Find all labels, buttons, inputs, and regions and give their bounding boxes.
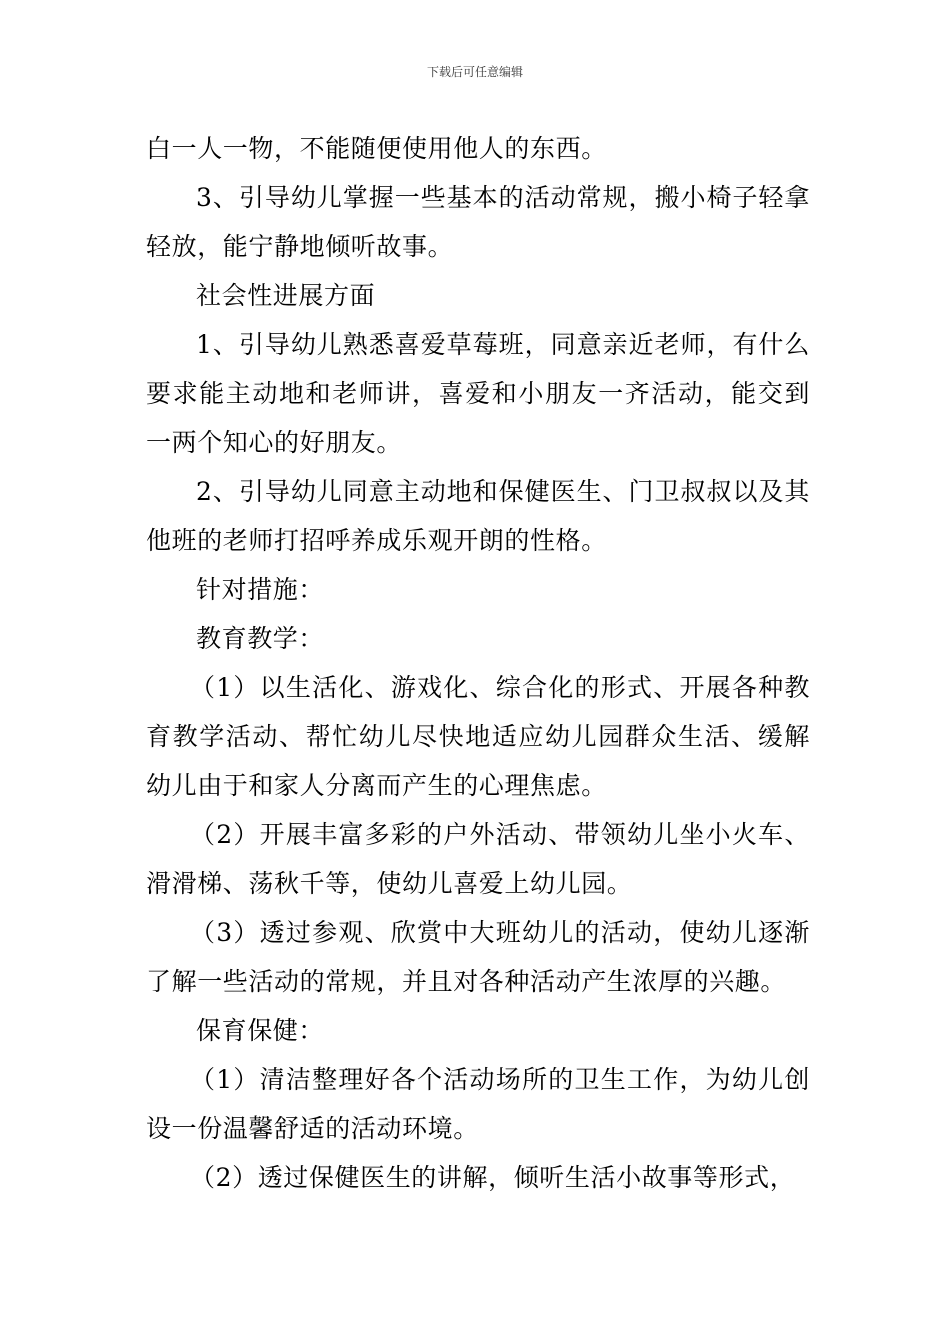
paragraph-social-item-2: 2、引导幼儿同意主动地和保健医生、门卫叔叔以及其他班的老师打招呼养成乐观开朗的性格。: [146, 477, 810, 555]
paragraph-continuation: 白一人一物，不能随便使用他人的东西。: [146, 134, 607, 163]
paragraph-social-item-1: 1、引导幼儿熟悉喜爱草莓班，同意亲近老师，有什么要求能主动地和老师讲，喜爱和小朋友一齐活动，能交到一两个知心的好朋友。: [146, 330, 810, 457]
page-header: 下载后可任意编辑: [426, 65, 523, 79]
subheading-care-health: 保育保健：: [196, 1016, 325, 1045]
paragraph-education-item-3: （3）透过参观、欣赏中大班幼儿的活动，使幼儿逐渐了解一些活动的常规，并且对各种活动产生浓厚的兴趣。: [146, 918, 810, 996]
paragraph-care-item-1: （1）清洁整理好各个活动场所的卫生工作，为幼儿创设一份温馨舒适的活动环境。: [146, 1065, 810, 1143]
document-body: [146, 124, 810, 1202]
paragraph-education-item-2: （2）开展丰富多彩的户外活动、带领幼儿坐小火车、滑滑梯、荡秋千等，使幼儿喜爱上幼儿园。: [146, 820, 810, 898]
paragraph-item-3: 3、引导幼儿掌握一些基本的活动常规，搬小椅子轻拿轻放，能宁静地倾听故事。: [146, 183, 810, 261]
paragraph-education-item-1: （1）以生活化、游戏化、综合化的形式、开展各种教育教学活动、帮忙幼儿尽快地适应幼儿园群众生活、缓解幼儿由于和家人分离而产生的心理焦虑。: [146, 673, 810, 800]
section-heading-measures: 针对措施：: [196, 575, 325, 604]
subheading-education-teaching: 教育教学：: [196, 624, 325, 653]
section-heading-social-development: 社会性进展方面: [196, 281, 376, 310]
paragraph-care-item-2: （2）透过保健医生的讲解，倾听生活小故事等形式，: [190, 1163, 796, 1192]
